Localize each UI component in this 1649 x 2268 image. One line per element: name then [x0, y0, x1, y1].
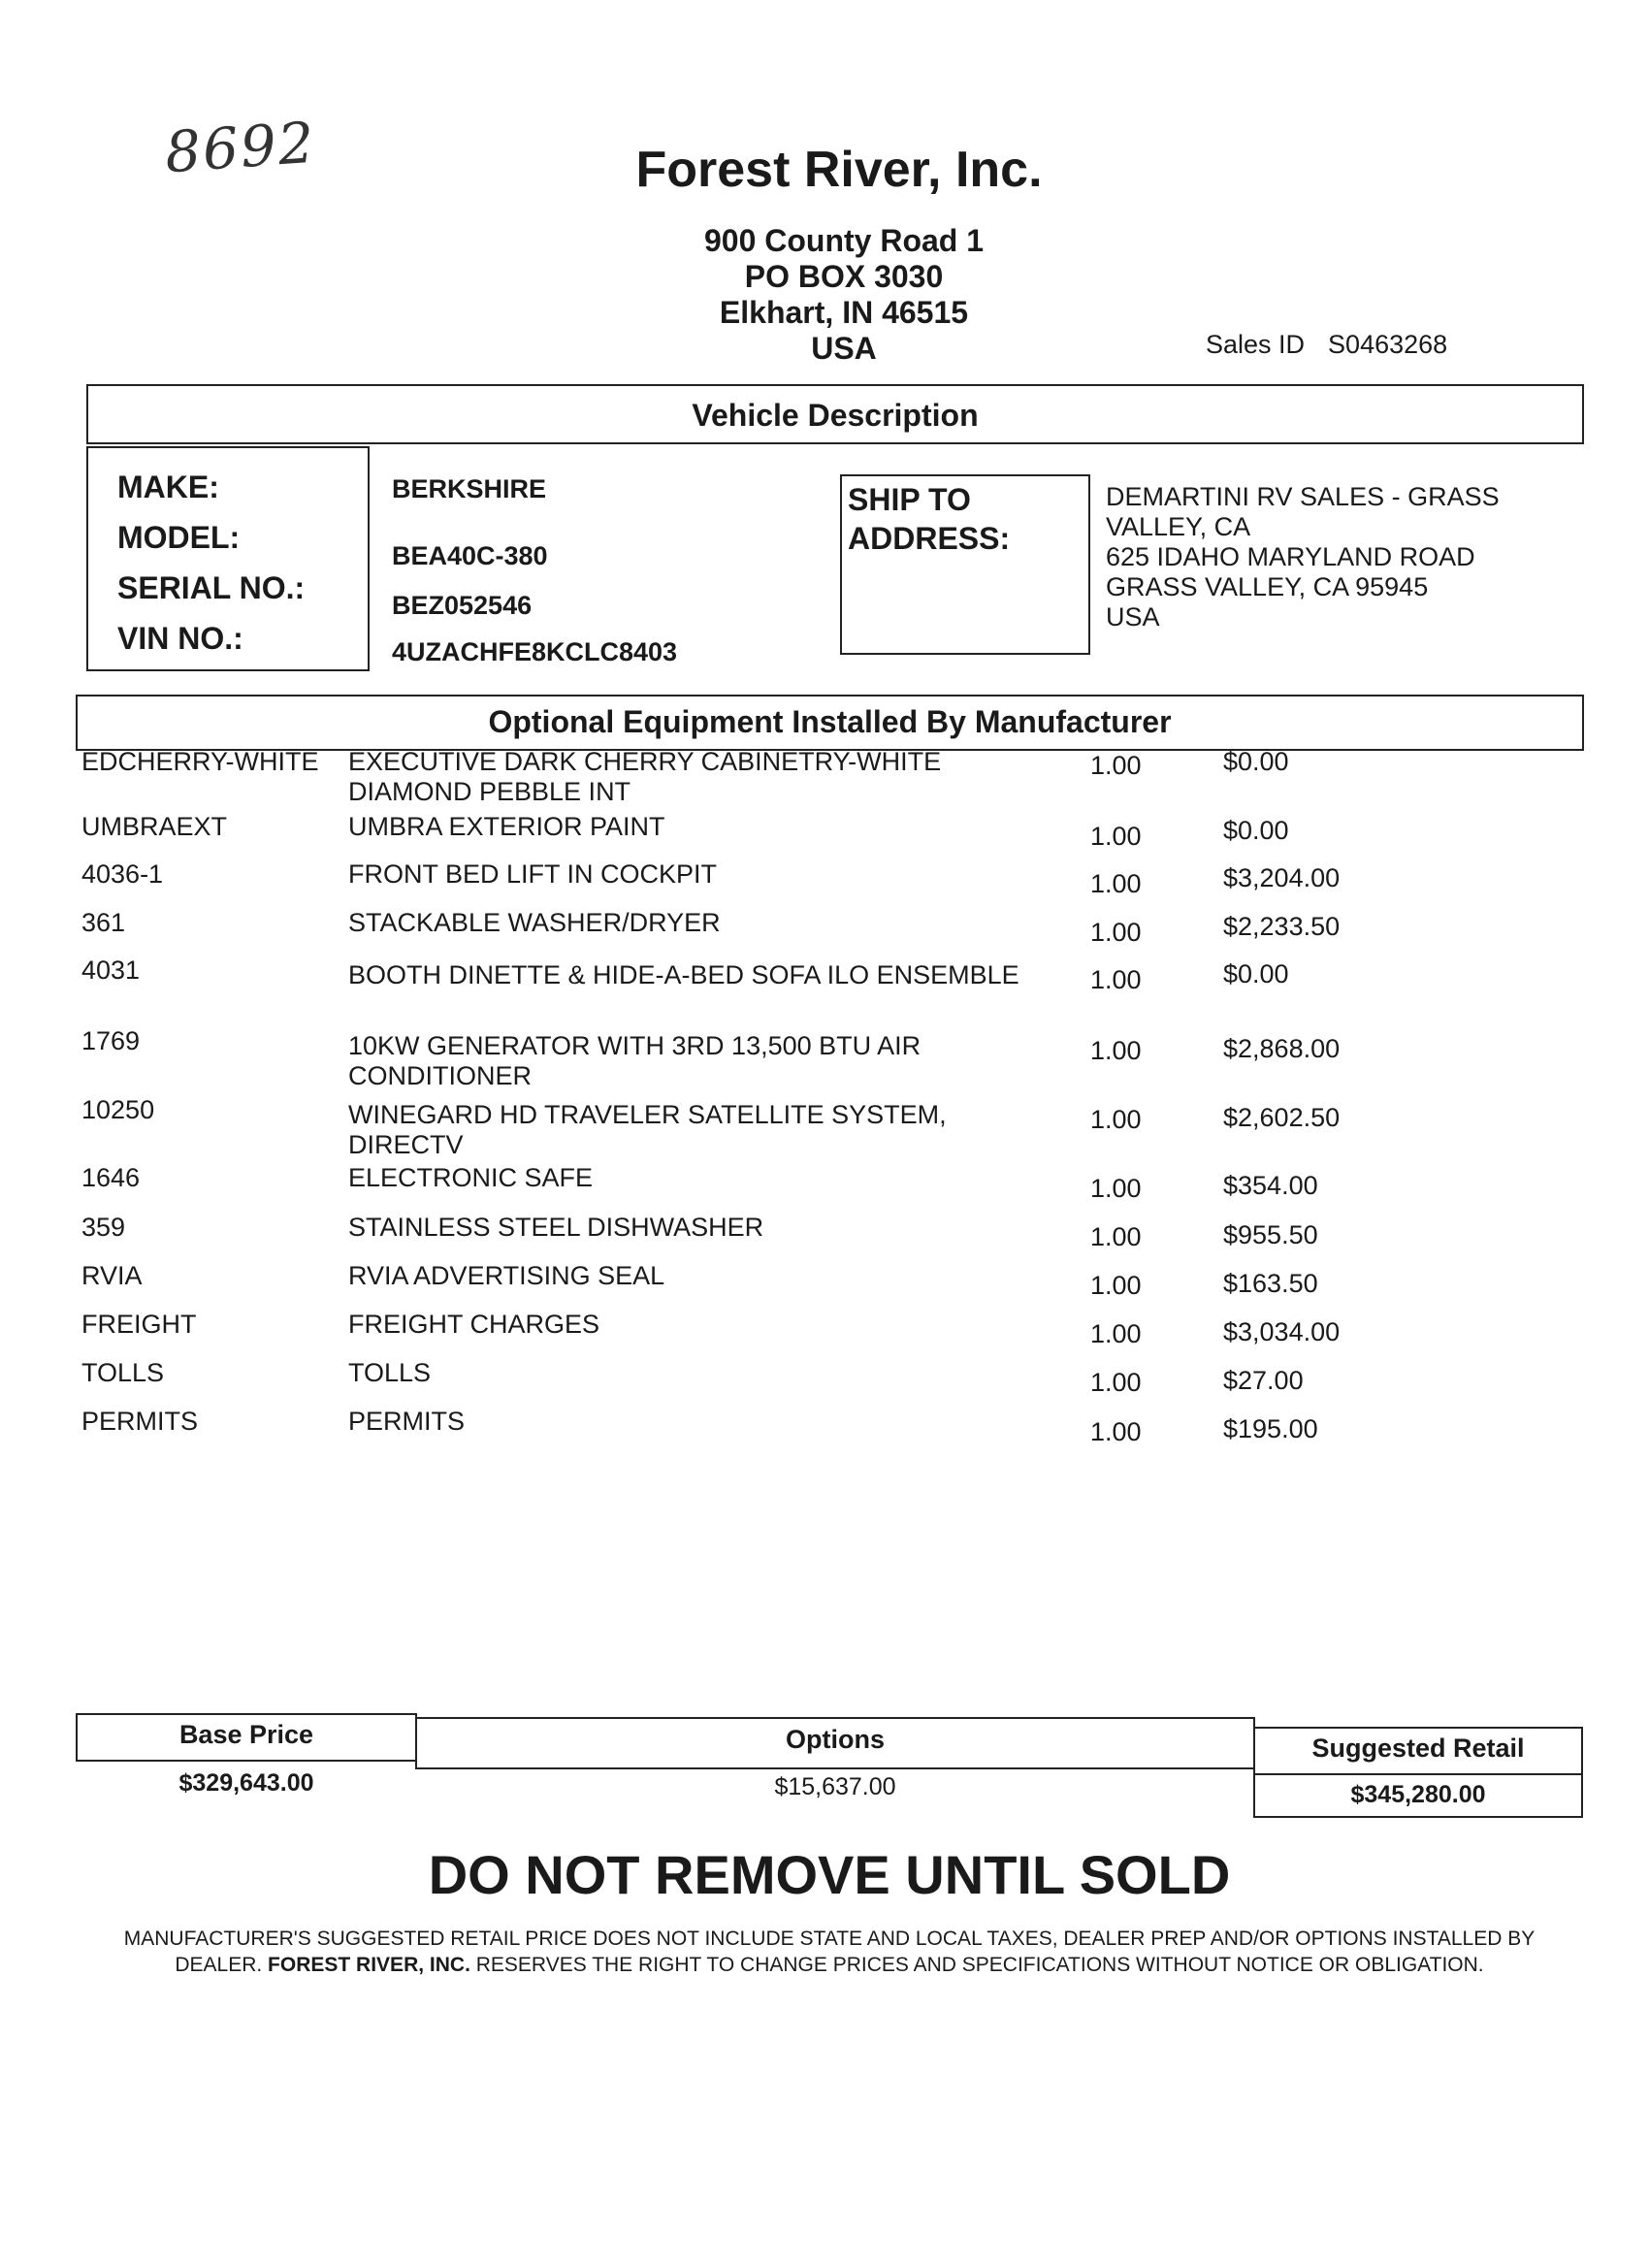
option-price: $195.00: [1223, 1414, 1318, 1443]
base-price-header: [76, 1713, 417, 1762]
option-description: BOOTH DINETTE & HIDE-A-BED SOFA ILO ENSEMBLE: [348, 960, 1019, 989]
handwritten-note: 8692: [162, 109, 318, 186]
option-description: FREIGHT CHARGES: [348, 1310, 600, 1339]
option-description: EXECUTIVE DARK CHERRY CABINETRY-WHITE DIAMOND PEBBLE INT: [348, 747, 942, 806]
model-label: MODEL:: [117, 520, 241, 555]
option-price: $0.00: [1223, 747, 1289, 776]
option-code: 10250: [81, 1095, 155, 1124]
company-address: [582, 223, 1106, 367]
option-qty: 1.00: [1090, 1319, 1142, 1348]
option-code: FREIGHT: [81, 1310, 197, 1339]
ship-to-line: GRASS VALLEY, CA 95945: [1106, 572, 1429, 601]
disclaimer-text: MANUFACTURER'S SUGGESTED RETAIL PRICE DOES NOT INCLUDE STATE AND LOCAL TAXES, DEALER PREP AND/OR OPTIONS INSTALLED BY DEALER.: [123, 1928, 1536, 1976]
option-description: STACKABLE WASHER/DRYER: [348, 908, 721, 937]
suggested-retail-label: Suggested Retail: [1311, 1733, 1525, 1763]
base-price-label: Base Price: [178, 1720, 314, 1749]
disclaimer-text: RESERVES THE RIGHT TO CHANGE PRICES AND SPECIFICATIONS WITHOUT NOTICE OR OBLIGATION.: [469, 1954, 1484, 1976]
option-code: UMBRAEXT: [81, 812, 228, 841]
option-qty: 1.00: [1090, 1368, 1142, 1397]
option-description: 10KW GENERATOR WITH 3RD 13,500 BTU AIR CONDITIONER: [348, 1031, 922, 1090]
serial-label: SERIAL NO.:: [117, 570, 306, 605]
option-price: $163.50: [1223, 1269, 1318, 1298]
sales-id-value: S0463268: [1328, 330, 1448, 359]
option-code: 1769: [81, 1026, 141, 1055]
options-value: $15,637.00: [774, 1773, 896, 1800]
address-line: Elkhart, IN 46515: [719, 295, 969, 330]
option-price: $2,602.50: [1223, 1103, 1341, 1132]
suggested-retail-header: [1253, 1727, 1583, 1775]
vehicle-label-box: [86, 446, 370, 671]
option-description: UMBRA EXTERIOR PAINT: [348, 812, 665, 841]
option-price: $3,034.00: [1223, 1317, 1341, 1346]
option-price: $2,868.00: [1223, 1034, 1341, 1063]
option-code: 361: [81, 908, 126, 937]
section-title: Optional Equipment Installed By Manufacturer: [488, 704, 1172, 739]
model-value: BEA40C-380: [392, 541, 548, 570]
option-price: $0.00: [1223, 816, 1289, 845]
vehicle-description-header: [86, 384, 1584, 444]
option-description: FRONT BED LIFT IN COCKPIT: [348, 859, 718, 889]
vin-value: 4UZACHFE8KCLC8403: [392, 637, 678, 666]
option-qty: 1.00: [1090, 1222, 1142, 1251]
option-price: $0.00: [1223, 959, 1289, 988]
option-price: $955.50: [1223, 1220, 1318, 1249]
option-code: EDCHERRY-WHITE: [81, 747, 319, 776]
option-description: ELECTRONIC SAFE: [348, 1163, 594, 1192]
company-name: Forest River, Inc.: [635, 142, 1043, 198]
options-header: [415, 1717, 1255, 1769]
ship-to-address: [1106, 482, 1500, 632]
vin-label: VIN NO.:: [117, 621, 243, 656]
make-value: BERKSHIRE: [392, 474, 547, 503]
ship-to-line: DEMARTINI RV SALES - GRASS: [1106, 482, 1500, 511]
ship-to-label: SHIP TO: [848, 482, 971, 517]
serial-value: BEZ052546: [392, 591, 533, 620]
option-code: RVIA: [81, 1261, 143, 1290]
option-code: 359: [81, 1213, 126, 1242]
option-qty: 1.00: [1090, 869, 1142, 898]
sales-id: [1206, 330, 1447, 360]
option-qty: 1.00: [1090, 918, 1142, 947]
optional-equipment-header: [76, 695, 1584, 751]
section-title: Vehicle Description: [692, 398, 979, 433]
option-description: RVIA ADVERTISING SEAL: [348, 1261, 665, 1290]
suggested-retail-value: $345,280.00: [1350, 1781, 1486, 1808]
option-qty: 1.00: [1090, 1105, 1142, 1134]
address-line: PO BOX 3030: [744, 259, 944, 294]
base-price-value: $329,643.00: [178, 1769, 314, 1797]
option-qty: 1.00: [1090, 965, 1142, 994]
option-price: $2,233.50: [1223, 912, 1341, 941]
option-price: $27.00: [1223, 1366, 1304, 1395]
option-qty: 1.00: [1090, 1417, 1142, 1446]
option-code: PERMITS: [81, 1407, 199, 1436]
address-line: USA: [811, 331, 877, 366]
option-code: TOLLS: [81, 1358, 165, 1387]
option-code: 4031: [81, 956, 141, 985]
disclaimer: [92, 1926, 1567, 1978]
option-description: TOLLS: [348, 1358, 432, 1387]
address-line: 900 County Road 1: [703, 223, 985, 258]
ship-to-label: ADDRESS:: [848, 521, 1011, 556]
make-label: MAKE:: [117, 470, 219, 504]
option-qty: 1.00: [1090, 1036, 1142, 1065]
options-label: Options: [786, 1725, 885, 1754]
option-price: $354.00: [1223, 1171, 1318, 1200]
option-description: PERMITS: [348, 1407, 466, 1436]
suggested-retail-value-box: [1253, 1773, 1583, 1818]
option-qty: 1.00: [1090, 751, 1142, 780]
ship-to-line: USA: [1106, 602, 1160, 632]
ship-to-line: 625 IDAHO MARYLAND ROAD: [1106, 542, 1475, 571]
option-code: 1646: [81, 1163, 141, 1192]
sales-id-label: Sales ID: [1206, 330, 1306, 359]
ship-to-label-box: [840, 474, 1090, 655]
option-code: 4036-1: [81, 859, 164, 889]
option-price: $3,204.00: [1223, 863, 1341, 892]
option-description: WINEGARD HD TRAVELER SATELLITE SYSTEM, DIRECTV: [348, 1100, 947, 1159]
option-qty: 1.00: [1090, 1174, 1142, 1203]
disclaimer-company: FOREST RIVER, INC.: [268, 1954, 470, 1976]
ship-to-line: VALLEY, CA: [1106, 512, 1251, 541]
option-qty: 1.00: [1090, 1271, 1142, 1300]
option-description: STAINLESS STEEL DISHWASHER: [348, 1213, 764, 1242]
option-qty: 1.00: [1090, 822, 1142, 851]
do-not-remove-notice: DO NOT REMOVE UNTIL SOLD: [428, 1844, 1231, 1905]
